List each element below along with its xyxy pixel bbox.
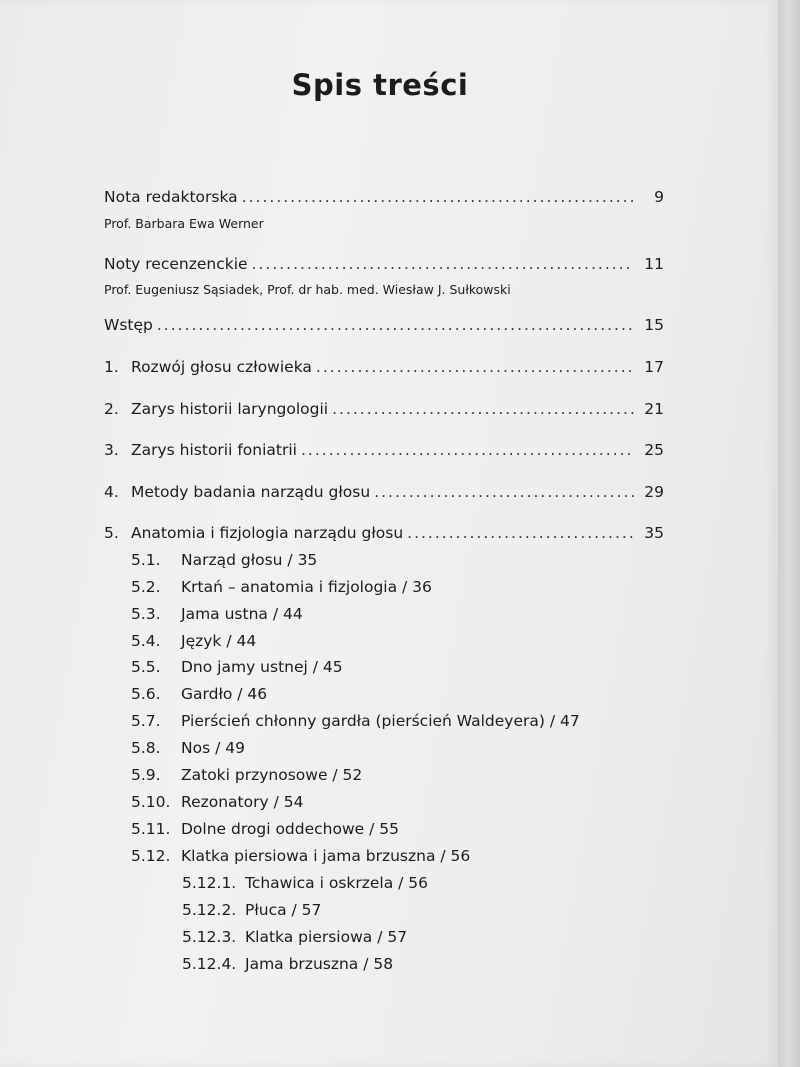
subsection-number: 5.12.3.	[182, 928, 237, 946]
chapter-number: 2.	[104, 400, 119, 418]
toc-page: 35	[644, 524, 664, 542]
toc-chapter	[104, 483, 664, 501]
subsection-label: Tchawica i oskrzela / 56	[245, 874, 429, 892]
toc-entry-wstep	[104, 316, 664, 334]
section-label: Gardło / 46	[181, 685, 268, 703]
subsection-number: 5.12.4.	[182, 955, 237, 973]
section-number: 5.1.	[131, 551, 161, 569]
section-label: Rezonatory / 54	[181, 793, 304, 811]
toc-chapter	[104, 400, 664, 418]
toc-page: 25	[644, 441, 664, 459]
chapter-number: 1.	[104, 358, 119, 376]
toc-entry-nota	[104, 188, 664, 206]
toc-section	[131, 793, 303, 811]
section-number: 5.9.	[131, 766, 161, 784]
toc-label: Anatomia i fizjologia narządu głosu	[131, 524, 404, 542]
toc-section	[131, 712, 580, 730]
leader-dots	[374, 483, 634, 501]
chapter-number: 5.	[104, 524, 119, 542]
toc-label: Zarys historii foniatrii	[131, 441, 297, 459]
page-edge	[778, 0, 800, 1067]
leader-dots	[332, 400, 634, 418]
section-label: Jama ustna / 44	[181, 605, 303, 623]
subsection-label: Klatka piersiowa / 57	[245, 928, 408, 946]
toc-page: 9	[654, 188, 664, 206]
section-number: 5.8.	[131, 739, 161, 757]
chapter-number: 4.	[104, 483, 119, 501]
section-number: 5.5.	[131, 658, 161, 676]
toc-chapter	[104, 524, 664, 542]
toc-page: 29	[644, 483, 664, 501]
section-number: 5.12.	[131, 847, 171, 865]
subsection-number: 5.12.1.	[182, 874, 237, 892]
toc-label: Wstęp	[104, 316, 153, 334]
section-label: Nos / 49	[181, 739, 245, 757]
leader-dots	[301, 441, 634, 459]
section-label: Zatoki przynosowe / 52	[181, 766, 363, 784]
section-label: Dno jamy ustnej / 45	[181, 658, 343, 676]
toc-section	[131, 551, 317, 569]
toc-label: Zarys historii laryngologii	[131, 400, 329, 418]
toc-subsection	[182, 874, 428, 892]
toc-section	[131, 820, 399, 838]
toc-section	[131, 685, 267, 703]
subsection-label: Jama brzuszna / 58	[245, 955, 394, 973]
toc-label: Nota redaktorska	[104, 188, 238, 206]
section-label: Klatka piersiowa i jama brzuszna / 56	[181, 847, 471, 865]
section-label: Narząd głosu / 35	[181, 551, 318, 569]
toc-section	[131, 658, 343, 676]
toc-page: 11	[644, 255, 664, 273]
subsection-number: 5.12.2.	[182, 901, 237, 919]
section-label: Język / 44	[181, 632, 257, 650]
section-label: Dolne drogi oddechowe / 55	[181, 820, 399, 838]
page-title: Spis treści	[291, 68, 469, 102]
toc-label: Rozwój głosu człowieka	[131, 358, 312, 376]
toc-author: Prof. Barbara Ewa Werner	[104, 216, 264, 231]
toc-section	[131, 766, 362, 784]
toc-label: Noty recenzenckie	[104, 255, 248, 273]
toc-section	[131, 578, 432, 596]
section-number: 5.2.	[131, 578, 161, 596]
toc-page: 15	[644, 316, 664, 334]
section-number: 5.11.	[131, 820, 171, 838]
section-number: 5.4.	[131, 632, 161, 650]
toc-page: 21	[644, 400, 664, 418]
leader-dots	[252, 255, 634, 273]
section-number: 5.3.	[131, 605, 161, 623]
toc-chapter	[104, 441, 664, 459]
toc-section	[131, 632, 256, 650]
leader-dots	[242, 188, 634, 206]
chapter-number: 3.	[104, 441, 119, 459]
toc-chapter	[104, 358, 664, 376]
toc-subsection	[182, 955, 393, 973]
toc-page: 17	[644, 358, 664, 376]
section-number: 5.10.	[131, 793, 171, 811]
toc-author: Prof. Eugeniusz Sąsiadek, Prof. dr hab. med. Wiesław J. Sułkowski	[104, 282, 511, 297]
section-number: 5.7.	[131, 712, 161, 730]
leader-dots	[407, 524, 634, 542]
subsection-label: Płuca / 57	[245, 901, 322, 919]
toc-section	[131, 739, 245, 757]
toc-subsection	[182, 901, 321, 919]
toc-section	[131, 605, 303, 623]
toc-label: Metody badania narządu głosu	[131, 483, 371, 501]
leader-dots	[157, 316, 634, 334]
toc-section	[131, 847, 470, 865]
section-number: 5.6.	[131, 685, 161, 703]
toc-entry-noty	[104, 255, 664, 273]
section-label: Krtań – anatomia i fizjologia / 36	[181, 578, 432, 596]
toc-subsection	[182, 928, 407, 946]
section-label: Pierścień chłonny gardła (pierścień Waldeyera) / 47	[181, 712, 580, 730]
leader-dots	[316, 358, 634, 376]
